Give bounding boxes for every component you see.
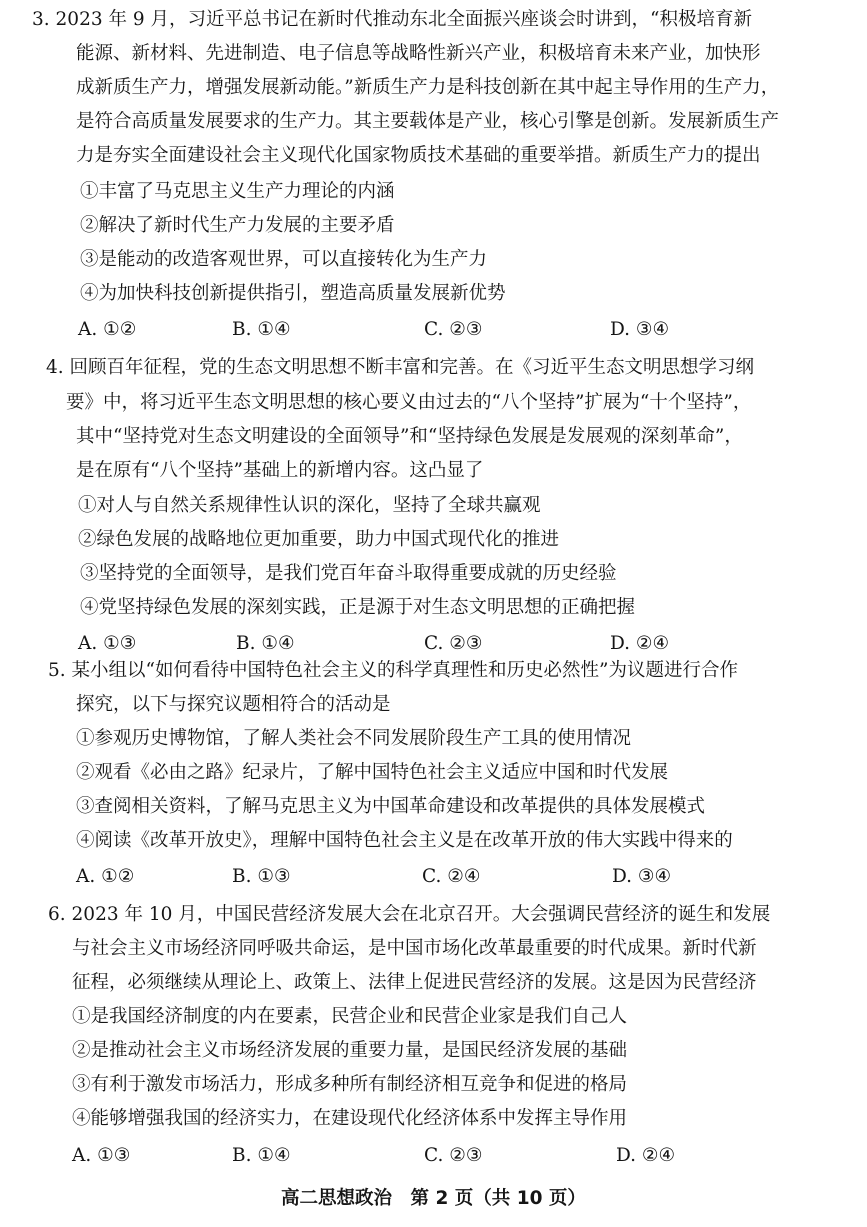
- option-c[interactable]: C. ②③: [424, 633, 483, 654]
- option-b[interactable]: B. ①④: [236, 633, 295, 654]
- question-stem-line: 探究，以下与探究议题相符合的活动是: [76, 694, 391, 715]
- question-stem-line: 6. 2023 年 10 月，中国民营经济发展大会在北京召开。大会强调民营经济的诞生和发展: [48, 904, 771, 925]
- statement-item: ④能够增强我国的经济实力，在建设现代化经济体系中发挥主导作用: [72, 1108, 628, 1129]
- question-stem-line: 要》中，将习近平生态文明思想的核心要义由过去的“八个坚持”扩展为“十个坚持”，: [66, 392, 752, 413]
- option-a[interactable]: A. ①②: [76, 866, 135, 887]
- statement-item: ①参观历史博物馆，了解人类社会不同发展阶段生产工具的使用情况: [76, 728, 632, 749]
- option-d[interactable]: D. ②④: [616, 1145, 676, 1166]
- question-stem-line: 5. 某小组以“如何看待中国特色社会主义的科学真理性和历史必然性”为议题进行合作: [48, 660, 738, 681]
- statement-item: ③是能动的改造客观世界，可以直接转化为生产力: [80, 249, 488, 270]
- option-d[interactable]: D. ③④: [610, 319, 670, 340]
- statement-item: ②观看《必由之路》纪录片，了解中国特色社会主义适应中国和时代发展: [76, 762, 669, 783]
- statement-item: ②是推动社会主义市场经济发展的重要力量，是国民经济发展的基础: [72, 1040, 628, 1061]
- page-footer: 高二思想政治 第 2 页（共 10 页）: [281, 1188, 586, 1209]
- statement-item: ①是我国经济制度的内在要素，民营企业和民营企业家是我们自己人: [72, 1006, 628, 1027]
- question-stem-line: 与社会主义市场经济同呼吸共命运，是中国市场化改革最重要的时代成果。新时代新: [72, 938, 757, 959]
- statement-item: ①对人与自然关系规律性认识的深化，坚持了全球共赢观: [78, 495, 541, 516]
- statement-item: ①丰富了马克思主义生产力理论的内涵: [80, 181, 395, 202]
- question-stem-line: 4. 回顾百年征程，党的生态文明思想不断丰富和完善。在《习近平生态文明思想学习纲: [46, 357, 755, 378]
- option-a[interactable]: A. ①②: [78, 319, 137, 340]
- question-stem-line: 力是夯实全面建设社会主义现代化国家物质技术基础的重要举措。新质生产力的提出: [76, 145, 761, 166]
- statement-item: ④党坚持绿色发展的深刻实践，正是源于对生态文明思想的正确把握: [80, 597, 636, 618]
- question-stem-line: 是在原有“八个坚持”基础上的新增内容。这凸显了: [76, 460, 484, 481]
- statement-item: ③坚持党的全面领导，是我们党百年奋斗取得重要成就的历史经验: [80, 563, 617, 584]
- option-c[interactable]: C. ②③: [424, 1145, 483, 1166]
- statement-item: ③查阅相关资料，了解马克思主义为中国革命建设和改革提供的具体发展模式: [76, 796, 706, 817]
- option-a[interactable]: A. ①③: [78, 633, 137, 654]
- option-b[interactable]: B. ①④: [232, 319, 291, 340]
- statement-item: ③有利于激发市场活力，形成多种所有制经济相互竞争和促进的格局: [72, 1074, 628, 1095]
- statement-item: ②绿色发展的战略地位更加重要，助力中国式现代化的推进: [78, 529, 560, 550]
- statement-item: ④为加快科技创新提供指引，塑造高质量发展新优势: [80, 283, 506, 304]
- question-stem-line: 是符合高质量发展要求的生产力。其主要载体是产业，核心引擎是创新。发展新质生产: [76, 111, 780, 132]
- question-stem-line: 征程，必须继续从理论上、政策上、法律上促进民营经济的发展。这是因为民营经济: [72, 972, 757, 993]
- option-c[interactable]: C. ②④: [422, 866, 481, 887]
- question-stem-line: 3. 2023 年 9 月，习近平总书记在新时代推动东北全面振兴座谈会时讲到，“积极培育新: [32, 9, 752, 30]
- option-c[interactable]: C. ②③: [424, 319, 483, 340]
- question-stem-line: 其中“坚持党对生态文明建设的全面领导”和“坚持绿色发展是发展观的深刻革命”，: [76, 426, 743, 447]
- question-stem-line: 成新质生产力，增强发展新动能。”新质生产力是科技创新在其中起主导作用的生产力，: [76, 77, 780, 98]
- statement-item: ④阅读《改革开放史》，理解中国特色社会主义是在改革开放的伟大实践中得来的: [76, 830, 733, 851]
- option-d[interactable]: D. ②④: [610, 633, 670, 654]
- question-stem-line: 能源、新材料、先进制造、电子信息等战略性新兴产业，积极培育未来产业，加快形: [76, 43, 761, 64]
- option-b[interactable]: B. ①④: [232, 1145, 291, 1166]
- statement-item: ②解决了新时代生产力发展的主要矛盾: [80, 215, 395, 236]
- option-a[interactable]: A. ①③: [72, 1145, 131, 1166]
- option-b[interactable]: B. ①③: [232, 866, 291, 887]
- option-d[interactable]: D. ③④: [612, 866, 672, 887]
